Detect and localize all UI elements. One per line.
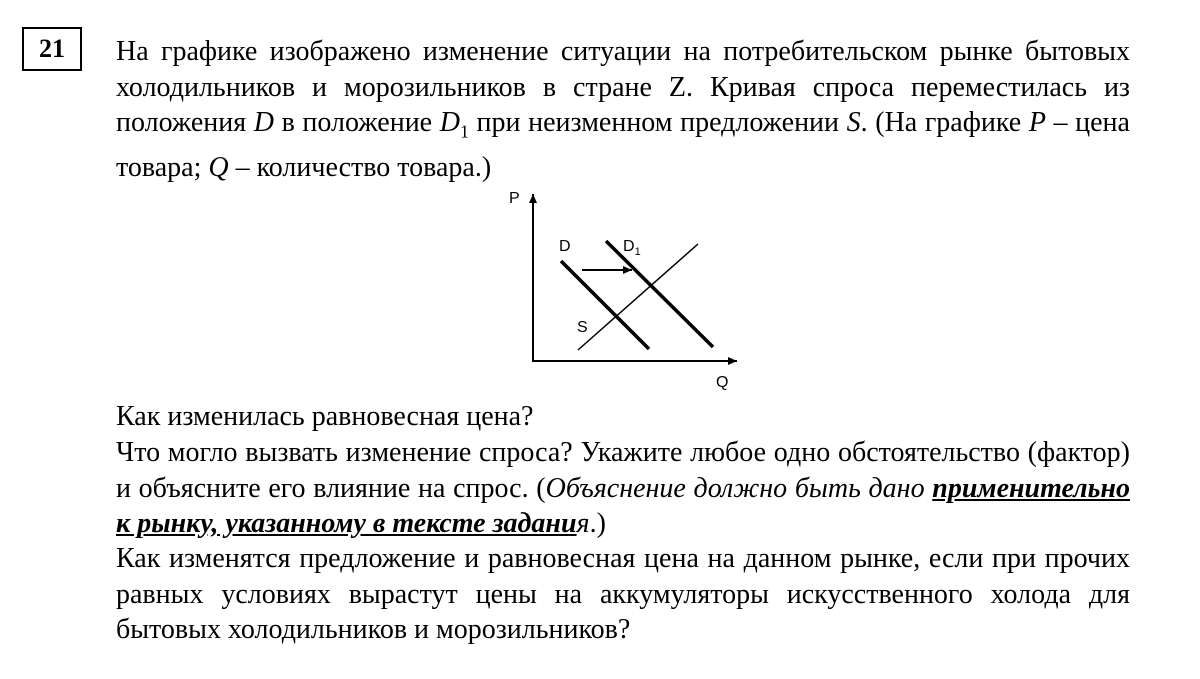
question-3: Как изменятся предложение и равновесная цена на данном рынке, если при прочих равных условиях вырастут цены на аккумуляторы искусственного холода для бытовых холодильников и морозильников? (116, 543, 1130, 645)
intro-q: Q (208, 152, 229, 184)
question-1: Как изменилась равновесная цена? (116, 401, 534, 432)
label-d1: $D_1$ (623, 238, 641, 258)
q2-italic-end: я (576, 508, 590, 539)
intro-text-6: – количество товара.) (228, 152, 492, 184)
demand-curve-d (561, 261, 649, 349)
question-2 (116, 435, 1130, 542)
intro-p: P (1028, 107, 1046, 138)
intro-text-3: при неизменном предложении (468, 107, 847, 138)
task-number-box (22, 27, 82, 71)
intro-s: S (846, 107, 861, 138)
intro-paragraph (116, 34, 1130, 186)
q2-text: Что могло вызвать изменение спроса? Укажите любое одно обстоятельство (фактор) и объясните его влияние на спрос. ( (116, 437, 1130, 504)
intro-d1: D (439, 107, 460, 138)
demand-curve-d1 (606, 241, 713, 347)
q2-end: .) (589, 508, 606, 539)
x-axis-label: Q (716, 374, 729, 391)
intro-text-4: . (На графике (860, 107, 1029, 138)
supply-demand-diagram (500, 184, 750, 396)
intro-d: D (253, 107, 274, 138)
y-axis-label: P (509, 190, 520, 207)
label-s: S (577, 319, 588, 336)
intro-text-1: На графике изображено изменение ситуации на потребительском рынке бытовых холодильников и морозильников в стране Z. Кривая спроса переместилась из положения (116, 36, 1130, 138)
q2-emphasis: применительно к рынку, указанному в тексте задани (116, 472, 1130, 539)
task-number: 21 (39, 34, 65, 63)
intro-d1-sub: 1 (459, 121, 469, 142)
label-d: D (559, 238, 571, 255)
intro-text-5: – цена товара; (116, 107, 1130, 184)
q2-italic: Объяснение должно быть дано (545, 472, 933, 504)
intro-text-2: в положение (273, 107, 440, 138)
